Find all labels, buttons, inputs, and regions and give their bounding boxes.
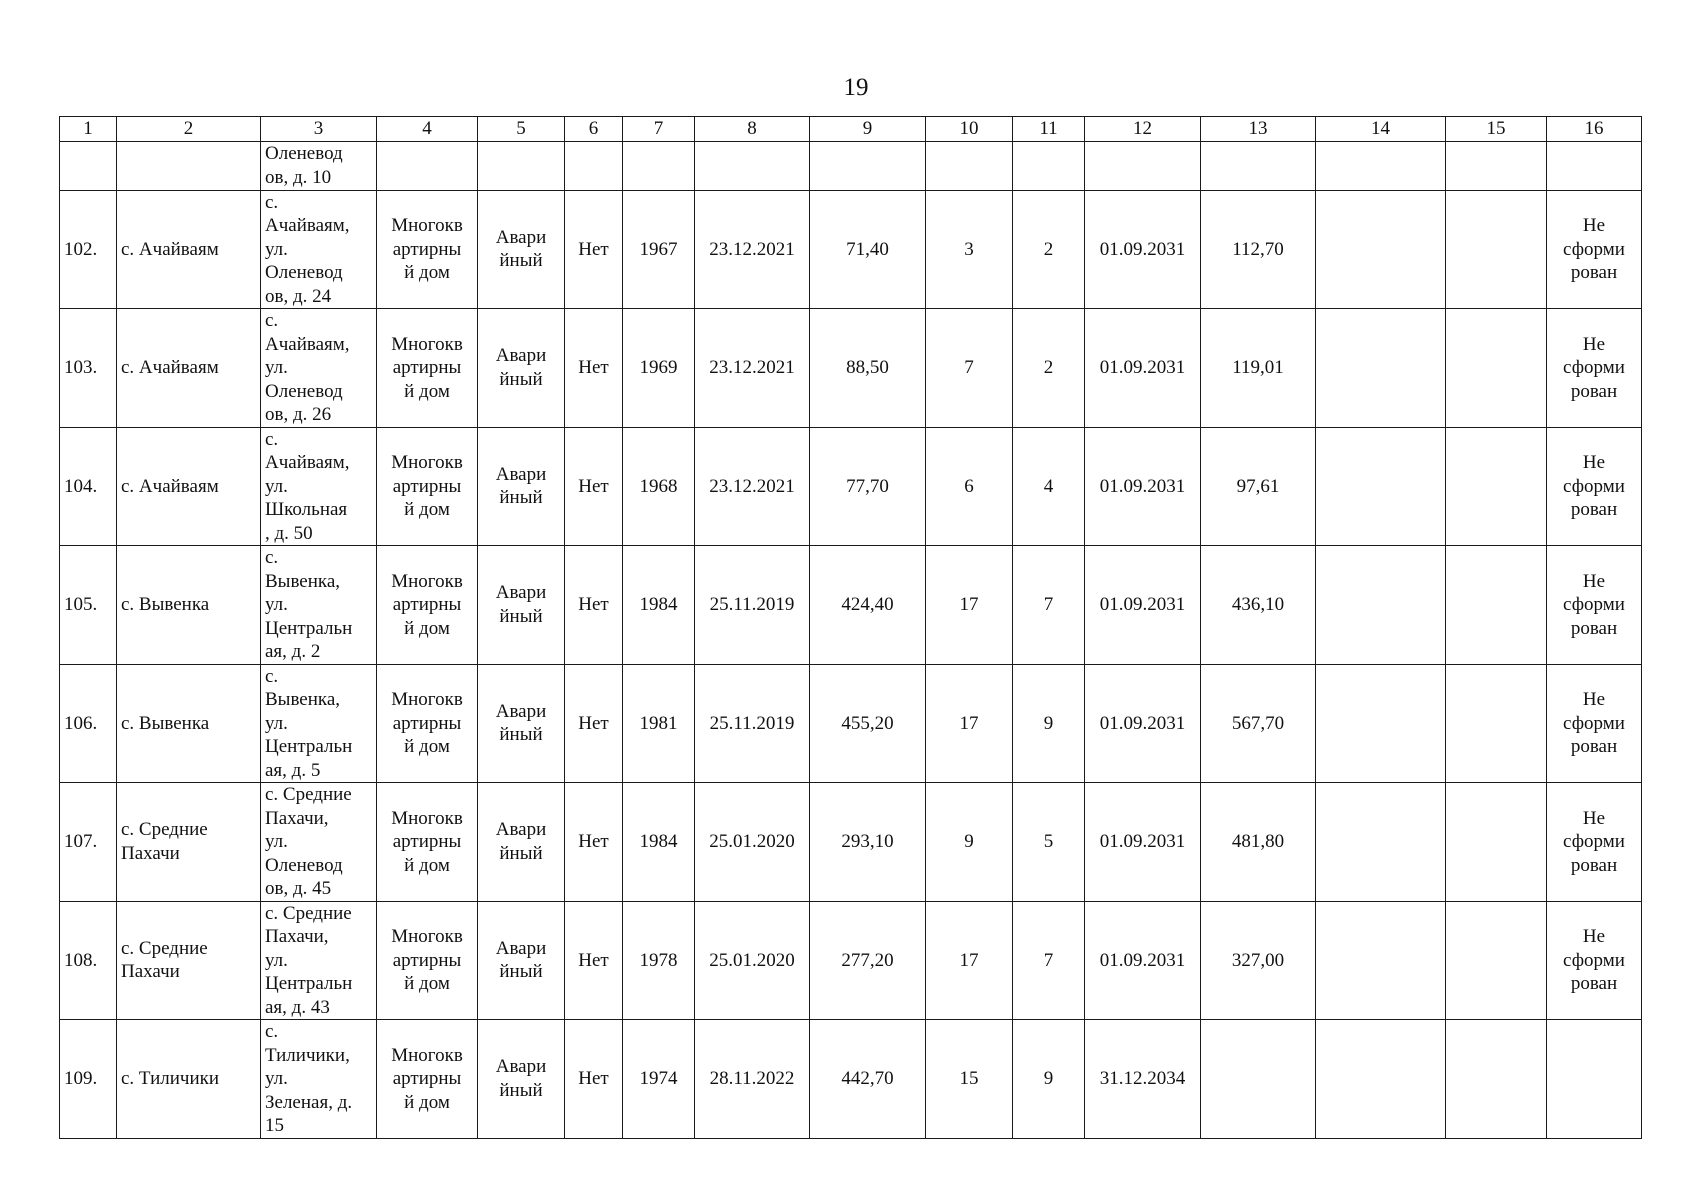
flag-cell: Нет (565, 427, 623, 546)
settlement-cell: с. Вывенка (117, 664, 261, 783)
resettlement-deadline-cell: 31.12.2034 (1085, 1020, 1201, 1139)
column-number-5: 5 (478, 117, 565, 142)
year-built-cell: 1974 (623, 1020, 695, 1139)
flag-cell: Нет (565, 783, 623, 902)
table-row (60, 1020, 1642, 1139)
address-cell: с. Тиличики, ул. Зеленая, д. 15 (261, 1020, 377, 1139)
row-number-cell: 108. (60, 901, 117, 1020)
flag-cell: Нет (565, 190, 623, 309)
flag-cell: Нет (565, 546, 623, 665)
col14-cell (1316, 901, 1446, 1020)
row-number-cell: 102. (60, 190, 117, 309)
resettlement-deadline-cell: 01.09.2031 (1085, 901, 1201, 1020)
housing-registry-table (59, 116, 1642, 1139)
column-number-7: 7 (623, 117, 695, 142)
col14-cell (1316, 190, 1446, 309)
col14-cell (1316, 309, 1446, 428)
row-number-cell: 105. (60, 546, 117, 665)
year-built-cell: 1981 (623, 664, 695, 783)
settlement-cell: с. Ачайваям (117, 190, 261, 309)
recognition-date-cell: 28.11.2022 (695, 1020, 810, 1139)
col13-cell: 567,70 (1201, 664, 1316, 783)
column-number-9: 9 (810, 117, 926, 142)
condition-cell: Авари йный (478, 1020, 565, 1139)
column-number-16: 16 (1547, 117, 1642, 142)
residents-count-cell: 17 (926, 901, 1013, 1020)
settlement-cell: с. Вывенка (117, 546, 261, 665)
building-type-cell: Многокв артирны й дом (377, 901, 478, 1020)
area-cell: 77,70 (810, 427, 926, 546)
building-type-cell: Многокв артирны й дом (377, 190, 478, 309)
resettlement-deadline-cell: 01.09.2031 (1085, 309, 1201, 428)
col15-cell (1446, 901, 1547, 1020)
recognition-date-cell: 25.11.2019 (695, 546, 810, 665)
address-cell: с. Вывенка, ул. Центральн ая, д. 2 (261, 546, 377, 665)
col13-cell (1201, 1020, 1316, 1139)
condition-cell: Авари йный (478, 427, 565, 546)
col14-cell (1316, 427, 1446, 546)
settlement-cell: с. Ачайваям (117, 427, 261, 546)
settlement-cell: с. Ачайваям (117, 309, 261, 428)
column-number-4: 4 (377, 117, 478, 142)
recognition-date-cell: 23.12.2021 (695, 427, 810, 546)
residents-count-cell: 9 (926, 783, 1013, 902)
residents-count-cell: 17 (926, 546, 1013, 665)
settlement-cell: с. Средние Пахачи (117, 783, 261, 902)
column-number-1: 1 (60, 117, 117, 142)
col15-cell (1446, 546, 1547, 665)
address-cell: с. Средние Пахачи, ул. Центральн ая, д. 43 (261, 901, 377, 1020)
recognition-date-cell: 23.12.2021 (695, 190, 810, 309)
area-cell: 455,20 (810, 664, 926, 783)
row-number-cell: 107. (60, 783, 117, 902)
area-cell: 88,50 (810, 309, 926, 428)
condition-cell: Авари йный (478, 190, 565, 309)
address-cell: с. Ачайваям, ул. Школьная , д. 50 (261, 427, 377, 546)
resettlement-deadline-cell: 01.09.2031 (1085, 664, 1201, 783)
col15-cell (1446, 783, 1547, 902)
column-number-header-row (60, 117, 1642, 142)
row-number-cell: 106. (60, 664, 117, 783)
building-type-cell: Многокв артирны й дом (377, 546, 478, 665)
continuation-address-cell: Оленевод ов, д. 10 (261, 141, 377, 190)
table-row (60, 427, 1642, 546)
address-cell: с. Ачайваям, ул. Оленевод ов, д. 26 (261, 309, 377, 428)
building-type-cell: Многокв артирны й дом (377, 664, 478, 783)
col13-cell: 97,61 (1201, 427, 1316, 546)
col15-cell (1446, 664, 1547, 783)
page-number: 19 (843, 74, 869, 101)
col13-cell: 112,70 (1201, 190, 1316, 309)
settlement-cell: с. Средние Пахачи (117, 901, 261, 1020)
year-built-cell: 1984 (623, 546, 695, 665)
flag-cell: Нет (565, 1020, 623, 1139)
recognition-date-cell: 25.11.2019 (695, 664, 810, 783)
row-number-cell: 104. (60, 427, 117, 546)
column-number-13: 13 (1201, 117, 1316, 142)
condition-cell: Авари йный (478, 783, 565, 902)
col13-cell: 481,80 (1201, 783, 1316, 902)
col13-cell: 119,01 (1201, 309, 1316, 428)
col16-cell: Не сформи рован (1547, 901, 1642, 1020)
residents-count-cell: 6 (926, 427, 1013, 546)
row-number-cell: 103. (60, 309, 117, 428)
settlement-cell: с. Тиличики (117, 1020, 261, 1139)
condition-cell: Авари йный (478, 546, 565, 665)
flag-cell: Нет (565, 309, 623, 428)
area-cell: 71,40 (810, 190, 926, 309)
building-type-cell: Многокв артирны й дом (377, 309, 478, 428)
col16-cell: Не сформи рован (1547, 664, 1642, 783)
column-number-12: 12 (1085, 117, 1201, 142)
col16-cell: Не сформи рован (1547, 190, 1642, 309)
building-type-cell: Многокв артирны й дом (377, 427, 478, 546)
table-row (60, 190, 1642, 309)
residents-count-cell: 7 (926, 309, 1013, 428)
resettlement-deadline-cell: 01.09.2031 (1085, 546, 1201, 665)
column-number-2: 2 (117, 117, 261, 142)
address-cell: с. Вывенка, ул. Центральн ая, д. 5 (261, 664, 377, 783)
apartments-count-cell: 2 (1013, 190, 1085, 309)
col14-cell (1316, 783, 1446, 902)
flag-cell: Нет (565, 901, 623, 1020)
apartments-count-cell: 4 (1013, 427, 1085, 546)
column-number-8: 8 (695, 117, 810, 142)
area-cell: 442,70 (810, 1020, 926, 1139)
year-built-cell: 1969 (623, 309, 695, 428)
col16-cell: Не сформи рован (1547, 783, 1642, 902)
building-type-cell: Многокв артирны й дом (377, 783, 478, 902)
col15-cell (1446, 309, 1547, 428)
condition-cell: Авари йный (478, 901, 565, 1020)
col13-cell: 327,00 (1201, 901, 1316, 1020)
address-cell: с. Ачайваям, ул. Оленевод ов, д. 24 (261, 190, 377, 309)
col15-cell (1446, 427, 1547, 546)
apartments-count-cell: 9 (1013, 1020, 1085, 1139)
table-row (60, 664, 1642, 783)
year-built-cell: 1967 (623, 190, 695, 309)
column-number-11: 11 (1013, 117, 1085, 142)
building-type-cell: Многокв артирны й дом (377, 1020, 478, 1139)
column-number-14: 14 (1316, 117, 1446, 142)
apartments-count-cell: 5 (1013, 783, 1085, 902)
resettlement-deadline-cell: 01.09.2031 (1085, 427, 1201, 546)
residents-count-cell: 17 (926, 664, 1013, 783)
recognition-date-cell: 23.12.2021 (695, 309, 810, 428)
column-number-3: 3 (261, 117, 377, 142)
resettlement-deadline-cell: 01.09.2031 (1085, 190, 1201, 309)
col15-cell (1446, 190, 1547, 309)
col16-cell: Не сформи рован (1547, 309, 1642, 428)
residents-count-cell: 15 (926, 1020, 1013, 1139)
col16-cell: Не сформи рован (1547, 427, 1642, 546)
year-built-cell: 1978 (623, 901, 695, 1020)
resettlement-deadline-cell: 01.09.2031 (1085, 783, 1201, 902)
table-row (60, 901, 1642, 1020)
condition-cell: Авари йный (478, 664, 565, 783)
column-number-15: 15 (1446, 117, 1547, 142)
apartments-count-cell: 9 (1013, 664, 1085, 783)
column-number-10: 10 (926, 117, 1013, 142)
table-row (60, 546, 1642, 665)
column-number-6: 6 (565, 117, 623, 142)
area-cell: 277,20 (810, 901, 926, 1020)
condition-cell: Авари йный (478, 309, 565, 428)
year-built-cell: 1968 (623, 427, 695, 546)
col14-cell (1316, 1020, 1446, 1139)
year-built-cell: 1984 (623, 783, 695, 902)
row-number-cell: 109. (60, 1020, 117, 1139)
apartments-count-cell: 2 (1013, 309, 1085, 428)
col14-cell (1316, 546, 1446, 665)
col14-cell (1316, 664, 1446, 783)
address-cell: с. Средние Пахачи, ул. Оленевод ов, д. 45 (261, 783, 377, 902)
recognition-date-cell: 25.01.2020 (695, 783, 810, 902)
flag-cell: Нет (565, 664, 623, 783)
recognition-date-cell: 25.01.2020 (695, 901, 810, 1020)
area-cell: 424,40 (810, 546, 926, 665)
col13-cell: 436,10 (1201, 546, 1316, 665)
col16-cell (1547, 1020, 1642, 1139)
apartments-count-cell: 7 (1013, 546, 1085, 665)
area-cell: 293,10 (810, 783, 926, 902)
table-row (60, 309, 1642, 428)
table-row (60, 783, 1642, 902)
apartments-count-cell: 7 (1013, 901, 1085, 1020)
residents-count-cell: 3 (926, 190, 1013, 309)
col16-cell: Не сформи рован (1547, 546, 1642, 665)
continuation-row (60, 141, 1642, 190)
col15-cell (1446, 1020, 1547, 1139)
